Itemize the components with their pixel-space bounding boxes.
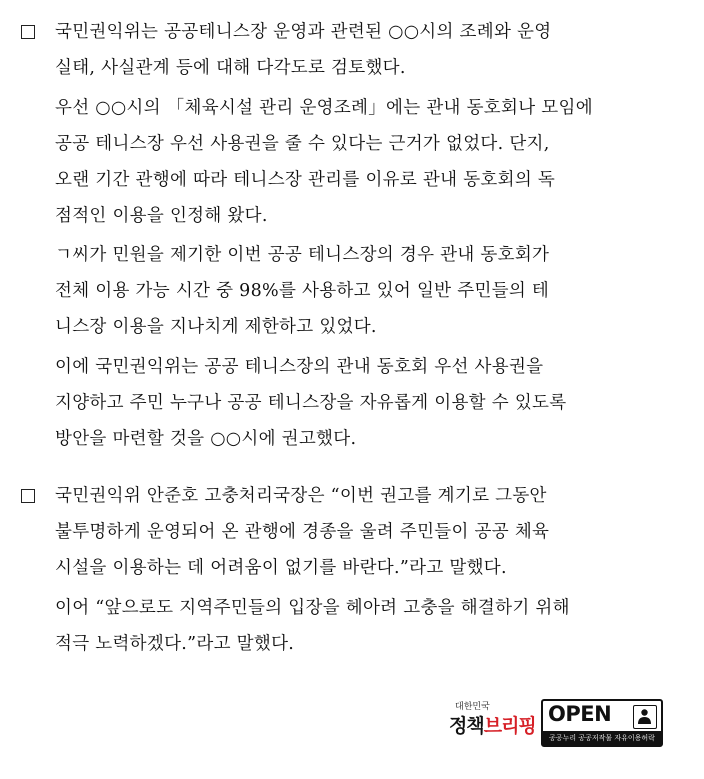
text-line: 국민권익위 안준호 고충처리국장은 “이번 권고를 계기로 그동안: [55, 486, 547, 506]
text-line: 이어 “앞으로도 지역주민들의 입장을 헤아려 고충을 해결하기 위해: [55, 598, 570, 618]
section1-paragraph-1: [55, 90, 593, 234]
section1-paragraph-2: [55, 237, 549, 345]
checkbox-bullet-1: [21, 25, 35, 39]
footer-logos: [449, 697, 669, 757]
text-line: 점적인 이용을 인정해 왔다.: [55, 206, 268, 226]
kogl-open-badge[interactable]: [541, 699, 663, 747]
logo-subtitle: 대한민국: [455, 702, 490, 712]
text-line: 불투명하게 운영되어 온 관행에 경종을 울려 주민들이 공공 체육: [55, 522, 550, 542]
text-line: 이에 국민권익위는 공공 테니스장의 관내 동호회 우선 사용권을: [55, 357, 544, 377]
section2-heading: [55, 478, 549, 586]
text-line: 니스장 이용을 지나치게 제한하고 있었다.: [55, 317, 377, 337]
text-line: 방안을 마련할 것을 ○○시에 권고했다.: [55, 429, 357, 449]
text-line: 전체 이용 가능 시간 중 98%를 사용하고 있어 일반 주민들의 테: [55, 281, 550, 301]
kogl-caption: 공공누리 공공저작물 자유이용허락: [543, 731, 661, 745]
text-line: 적극 노력하겠다.”라고 말했다.: [55, 634, 295, 654]
text-line: 국민권익위는 공공테니스장 운영과 관련된 ○○시의 조례와 운영: [55, 22, 552, 42]
logo-wordmark: 정책브리핑: [449, 715, 536, 737]
text-line: 지양하고 주민 누구나 공공 테니스장을 자유롭게 이용할 수 있도록: [55, 393, 567, 413]
jeongchaek-briefing-logo[interactable]: [449, 697, 536, 753]
section2-paragraph-1: [55, 590, 570, 662]
checkbox-bullet-2: [21, 489, 35, 503]
text-line: 실태, 사실관계 등에 대해 다각도로 검토했다.: [55, 58, 406, 78]
text-line: 공공 테니스장 우선 사용권을 줄 수 있다는 근거가 없었다. 단지,: [55, 134, 550, 154]
attribution-person-icon: [633, 705, 657, 729]
text-line: 우선 ○○시의 「체육시설 관리 운영조례」에는 관내 동호회나 모임에: [55, 98, 593, 118]
section1-heading: [55, 14, 551, 86]
text-line: 오랜 기간 관행에 따라 테니스장 관리를 이유로 관내 동호회의 독: [55, 170, 556, 190]
text-line: 시설을 이용하는 데 어려움이 없기를 바란다.”라고 말했다.: [55, 558, 507, 578]
section1-paragraph-3: [55, 349, 566, 457]
text-line: ㄱ씨가 민원을 제기한 이번 공공 테니스장의 경우 관내 동호회가: [55, 245, 550, 265]
open-wordmark: OPEN: [548, 702, 612, 726]
